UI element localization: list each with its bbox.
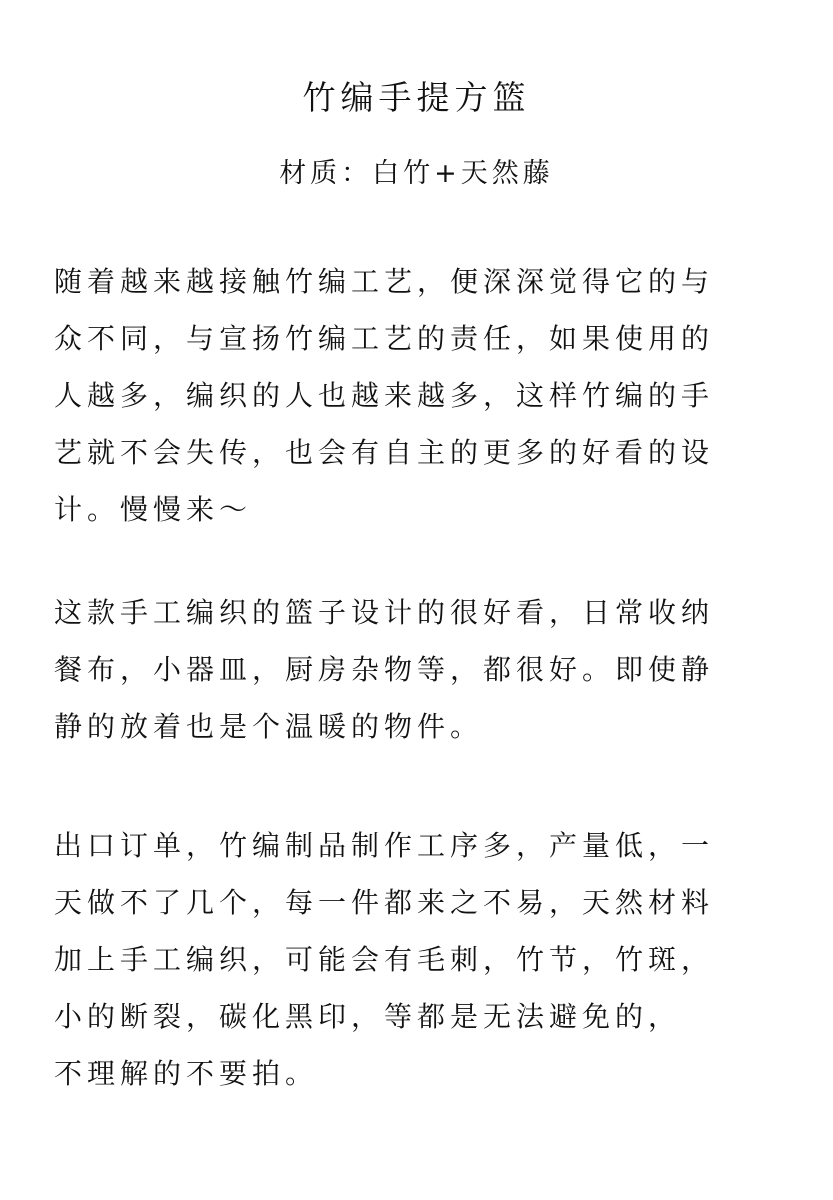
intro-paragraph [54,263,794,529]
paragraph-line: 随着越来越接触竹编工艺，便深深觉得它的与 [54,265,715,298]
paragraph-line: 加上手工编织，可能会有毛刺，竹节，竹斑， [54,943,715,976]
notice-paragraph [54,827,794,1093]
usage-paragraph [54,594,794,746]
material-line: 材质：白竹+天然藤 [279,158,554,189]
paragraph-line: 静的放着也是个温暖的物件。 [54,710,484,743]
paragraph-line: 艺就不会失传，也会有自主的更多的好看的设 [54,436,715,469]
paragraph-line: 不理解的不要拍。 [54,1057,319,1090]
paragraph-line: 人越多，编织的人也越来越多，这样竹编的手 [54,379,715,412]
paragraph-line: 小的断裂，碳化黑印，等都是无法避免的， [54,1000,682,1033]
paragraph-line: 天做不了几个，每一件都来之不易，天然材料 [54,886,715,919]
product-title: 竹编手提方篮 [302,78,531,117]
paragraph-line: 众不同，与宣扬竹编工艺的责任，如果使用的 [54,322,715,355]
paragraph-line: 计。慢慢来～ [54,493,253,526]
paragraph-line: 这款手工编织的篮子设计的很好看，日常收纳 [54,596,715,629]
paragraph-line: 出口订单，竹编制品制作工序多，产量低，一 [54,829,715,862]
paragraph-line: 餐布，小器皿，厨房杂物等，都很好。即使静 [54,653,715,686]
